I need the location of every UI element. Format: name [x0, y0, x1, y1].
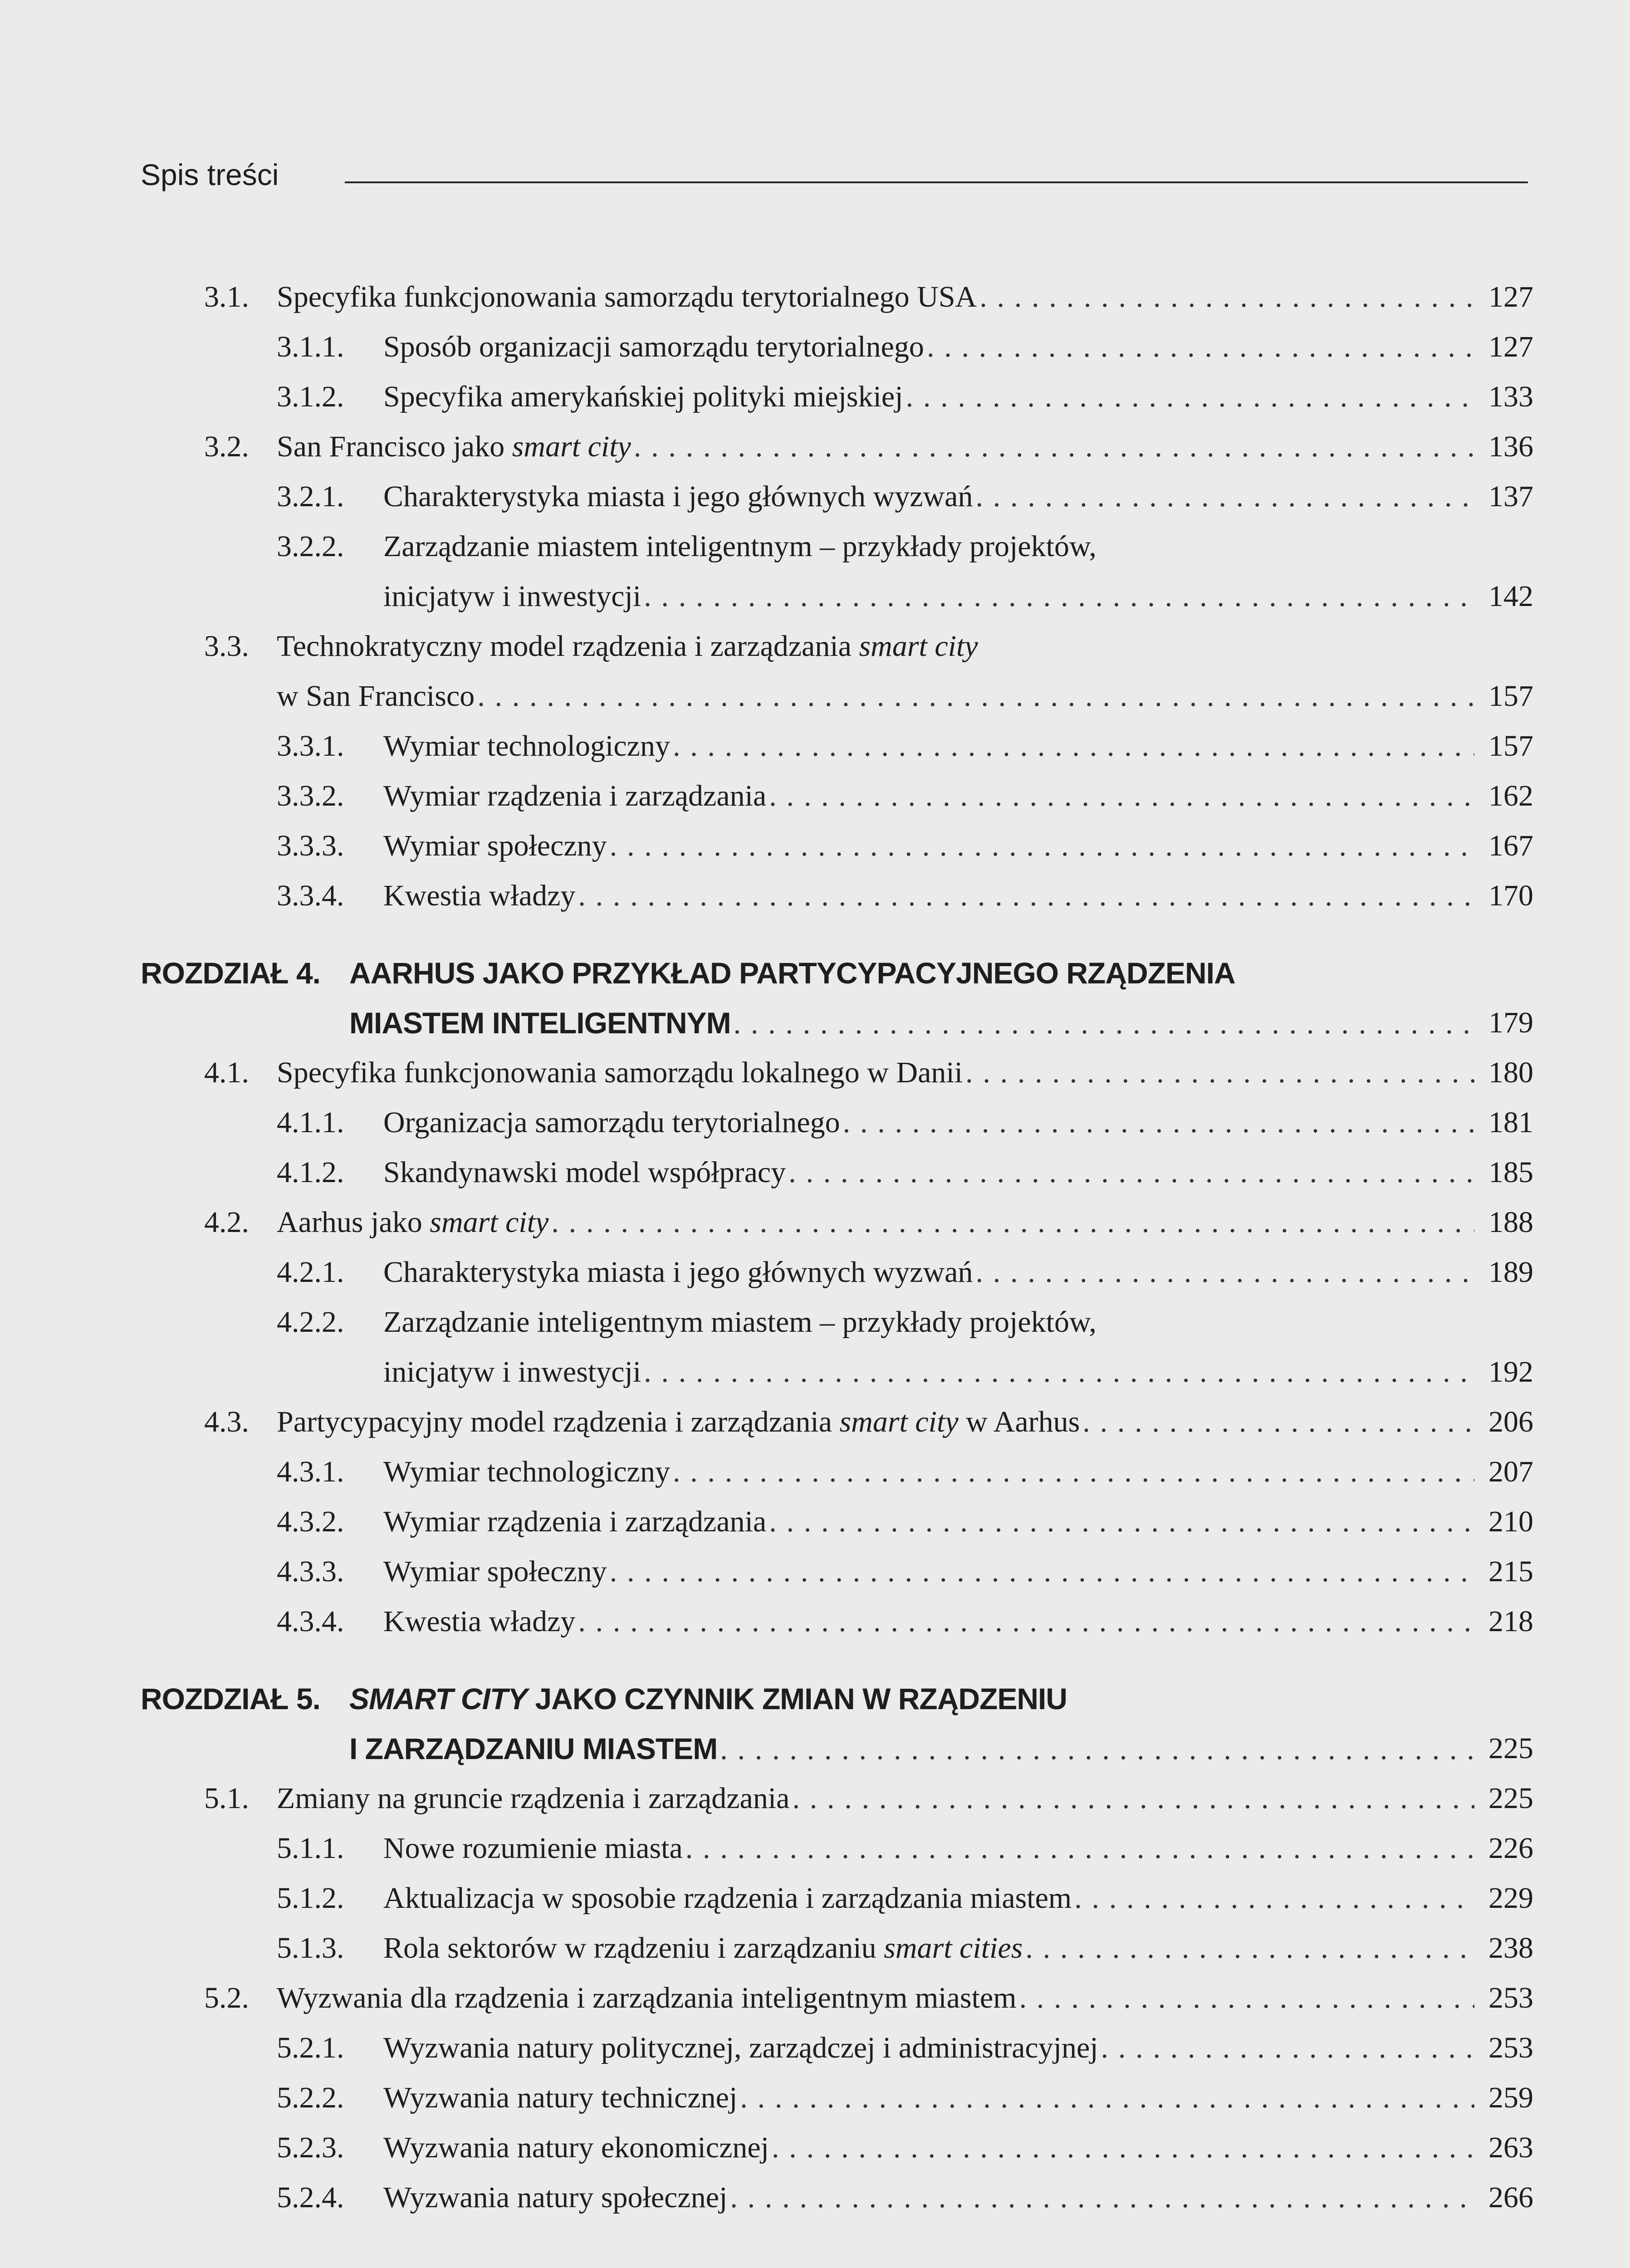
- toc-entry-title-text: [349, 1002, 731, 1043]
- toc-entry-title-text: [383, 1878, 1072, 1919]
- toc-entry-number: 3.1.1.: [277, 330, 344, 363]
- toc-entry-title-main: JAKO CZYNNIK ZMIAN W RZĄDZENIU: [527, 1682, 1067, 1716]
- toc-entry-number: 5.2.3.: [277, 2131, 344, 2164]
- toc-entry-title-text: [383, 1601, 575, 1642]
- dot-leader: [1082, 1402, 1474, 1442]
- dot-leader: [740, 2077, 1474, 2118]
- toc-entry-title: [383, 2177, 1474, 2218]
- toc-entry[interactable]: [141, 1601, 1533, 1642]
- dot-leader: [477, 676, 1474, 717]
- toc-entry-title-text: [277, 1778, 789, 1819]
- toc-entry-page: 170: [1488, 879, 1533, 912]
- dot-leader: [610, 826, 1474, 866]
- toc-entry-title-main: Wyzwania natury ekonomicznej: [383, 2131, 769, 2164]
- toc-entry-title-italic: smart city: [430, 1206, 549, 1239]
- toc-entry-title-text: [383, 526, 1096, 567]
- toc-entry-page: 185: [1488, 1156, 1533, 1189]
- toc-entry-title: [383, 826, 1474, 866]
- toc-entry-title-text: [383, 1102, 840, 1143]
- dot-leader: [644, 1352, 1474, 1393]
- toc-entry-title-main: Zarządzanie miastem inteligentnym – przykłady projektów,: [383, 530, 1096, 563]
- toc-entry-number: 3.2.2.: [277, 530, 344, 563]
- toc-entry-page: 189: [1488, 1256, 1533, 1289]
- toc-entry-title-main: Aktualizacja w sposobie rządzenia i zarządzania miastem: [383, 1882, 1072, 1915]
- dot-leader: [730, 2177, 1474, 2218]
- toc-entry-page: 215: [1488, 1555, 1533, 1588]
- toc-entry-title: [383, 1152, 1474, 1193]
- toc-entry-title-text: [349, 1728, 717, 1769]
- toc-entry-title-text: [383, 2127, 769, 2168]
- toc-entry-title-text: [383, 875, 575, 916]
- toc-entry-page: 226: [1488, 1832, 1533, 1865]
- toc-entry-page: 206: [1488, 1405, 1533, 1438]
- toc-entry-title: [277, 277, 1474, 318]
- toc-entry-title-text: [383, 776, 766, 816]
- toc-entry-title: [383, 2028, 1474, 2068]
- toc-entry-title-main: Zmiany na gruncie rządzenia i zarządzania: [277, 1782, 790, 1815]
- toc-entry[interactable]: [141, 1501, 1533, 1542]
- toc-entry-title: [383, 1601, 1474, 1642]
- toc-entry-title-continuation: w San Francisco: [277, 679, 475, 713]
- toc-entry-number: 3.3.: [204, 630, 249, 663]
- toc-entry[interactable]: [141, 1302, 1533, 1343]
- toc-entry-page: 253: [1488, 2031, 1533, 2064]
- toc-entry-title-main: Specyfika funkcjonowania samorządu lokalnego w Danii: [277, 1056, 963, 1089]
- dot-leader: [610, 1551, 1474, 1592]
- toc-entry-page: 263: [1488, 2131, 1533, 2164]
- toc-chapter-entry[interactable]: [141, 953, 1533, 993]
- toc-entry-page: 210: [1488, 1505, 1533, 1538]
- toc-entry-number: 4.2.1.: [277, 1256, 344, 1289]
- toc-entry-title-text: [383, 2028, 1098, 2068]
- toc-entry-title-text: [349, 1678, 1067, 1719]
- toc-entry-title-text: [277, 1402, 1080, 1442]
- toc-entry-continuation[interactable]: [141, 1352, 1533, 1393]
- dot-leader: [979, 277, 1474, 318]
- toc-entry-number: 3.1.2.: [277, 380, 344, 413]
- toc-entry-page: 225: [1488, 1782, 1533, 1815]
- toc-entry-page: 127: [1488, 330, 1533, 363]
- toc-entry-page: 162: [1488, 779, 1533, 812]
- toc-entry-title-text: [277, 426, 631, 467]
- toc-entry-number: 5.2.1.: [277, 2031, 344, 2064]
- toc-entry-title: [277, 1402, 1474, 1442]
- dot-leader: [685, 1828, 1474, 1869]
- toc-entry-title-main: Wymiar społeczny: [383, 1555, 607, 1588]
- toc-entry-title: [383, 327, 1474, 367]
- toc-entry-title-main: Nowe rozumienie miasta: [383, 1832, 683, 1865]
- toc-entry-title-main: Kwestia władzy: [383, 1605, 576, 1638]
- toc-entry[interactable]: [141, 776, 1533, 816]
- toc-entry-title: [383, 1501, 1474, 1542]
- dot-leader: [927, 327, 1474, 367]
- toc-entry-page: 157: [1488, 729, 1533, 763]
- toc-entry-page: 253: [1488, 1981, 1533, 2014]
- toc-entry-number: 4.3.2.: [277, 1505, 344, 1538]
- toc-entry-title-text: [383, 2177, 727, 2218]
- toc-entry-title: [277, 426, 1474, 467]
- toc-entry-title-text: [383, 2077, 737, 2118]
- dot-leader: [792, 1778, 1474, 1819]
- toc-entry-title-main: Zarządzanie inteligentnym miastem – przykłady projektów,: [383, 1305, 1096, 1339]
- toc-entry-title-main: Partycypacyjny model rządzenia i zarządzania: [277, 1405, 840, 1438]
- toc-entry-title: [383, 1551, 1474, 1592]
- toc-entry-title-text: [277, 1978, 1017, 2019]
- toc-entry-title: [383, 1352, 1474, 1393]
- toc-entry-title: [277, 1052, 1474, 1093]
- toc-entry-title-italic: SMART CITY: [349, 1682, 528, 1716]
- toc-entry-number: 3.3.1.: [277, 729, 344, 763]
- toc-entry-title-main: Wyzwania natury technicznej: [383, 2081, 738, 2114]
- toc-entry-title-main: Technokratyczny model rządzenia i zarządzania: [277, 630, 859, 663]
- toc-entry-continuation[interactable]: [141, 1728, 1533, 1769]
- toc-entry-title: [383, 476, 1474, 517]
- toc-entry-title-main: Specyfika funkcjonowania samorządu terytorialnego USA: [277, 280, 977, 313]
- toc-entry-title: [349, 1728, 1474, 1770]
- toc-entry-title-text: [383, 1152, 786, 1193]
- toc-entry[interactable]: [141, 1878, 1533, 1919]
- toc-entry-number: 3.3.2.: [277, 779, 344, 812]
- toc-entry-title-italic: smart city: [859, 630, 978, 663]
- toc-entry-page: 188: [1488, 1206, 1533, 1239]
- toc-entry-number: 5.2.: [204, 1981, 249, 2014]
- toc-entry-title: [383, 1252, 1474, 1293]
- toc-entry-title-text: [383, 576, 641, 617]
- toc-entry-number: ROZDZIAŁ 5.: [141, 1682, 320, 1716]
- dot-leader: [843, 1102, 1474, 1143]
- toc-entry-page: 167: [1488, 829, 1533, 862]
- toc-entry-title-main: Wymiar rządzenia i zarządzania: [383, 1505, 767, 1538]
- toc-entry-title-main: San Francisco jako: [277, 430, 512, 463]
- toc-entry-title: [383, 2077, 1474, 2118]
- toc-entry-title: [383, 1878, 1474, 1919]
- dot-leader: [673, 1452, 1474, 1492]
- toc-entry-title: [383, 376, 1474, 417]
- toc-entry[interactable]: [141, 1052, 1533, 1093]
- dot-leader: [1074, 1878, 1474, 1919]
- dot-leader: [1019, 1978, 1474, 2019]
- toc-entry[interactable]: [141, 1452, 1533, 1492]
- toc-entry-title: [277, 1202, 1474, 1243]
- toc-entry-page: 207: [1488, 1455, 1533, 1488]
- toc-entry-title: [383, 1928, 1474, 1969]
- toc-entry-title-italic: smart city: [839, 1405, 959, 1438]
- dot-leader: [673, 726, 1474, 767]
- toc-entry-title-text: [383, 1501, 766, 1542]
- toc-entry-number: 5.1.3.: [277, 1931, 344, 1965]
- toc-entry[interactable]: [141, 476, 1533, 517]
- toc-entry-title: [383, 726, 1474, 767]
- toc-entry-page: 259: [1488, 2081, 1533, 2114]
- toc-entry-page: 218: [1488, 1605, 1533, 1638]
- toc-entry[interactable]: [141, 277, 1533, 318]
- toc-entry-number: 3.2.1.: [277, 480, 344, 513]
- toc-entry-page: 142: [1488, 580, 1533, 613]
- toc-entry-number: 3.2.: [204, 430, 249, 463]
- toc-entry-title-main: AARHUS JAKO PRZYKŁAD PARTYCYPACYJNEGO RZĄDZENIA: [349, 956, 1235, 990]
- toc-entry[interactable]: [141, 726, 1533, 767]
- toc-entry-page: 179: [1488, 1006, 1533, 1039]
- toc-entry-number: 4.2.2.: [277, 1305, 344, 1339]
- toc-entry[interactable]: [141, 1978, 1533, 2019]
- toc-entry[interactable]: [141, 426, 1533, 467]
- toc-entry-title-continuation: I ZARZĄDZANIU MIASTEM: [349, 1732, 718, 1765]
- dot-leader: [578, 1601, 1474, 1642]
- running-header: Spis treści: [141, 158, 279, 191]
- toc-entry-title-text: [277, 1202, 548, 1243]
- toc-entry-page: 266: [1488, 2181, 1533, 2214]
- toc-entry[interactable]: [141, 2028, 1533, 2068]
- toc-entry[interactable]: [141, 1778, 1533, 1819]
- dot-leader: [578, 875, 1474, 916]
- toc-entry[interactable]: [141, 1102, 1533, 1143]
- toc-entry-title-main: Wymiar technologiczny: [383, 1455, 670, 1488]
- toc-entry-number: 3.3.3.: [277, 829, 344, 862]
- toc-entry[interactable]: [141, 2077, 1533, 2118]
- dot-leader: [720, 1729, 1474, 1770]
- toc-entry-title-text: [277, 277, 977, 318]
- toc-entry-title-main: Wymiar technologiczny: [383, 729, 670, 763]
- toc-entry-title-text: [383, 1551, 607, 1592]
- toc-entry-page: 181: [1488, 1106, 1533, 1139]
- toc-entry-title-continuation: inicjatyw i inwestycji: [383, 580, 641, 613]
- toc-entry-title: [383, 526, 1096, 567]
- toc-entry-title-main: Wyzwania natury społecznej: [383, 2181, 728, 2214]
- toc-entry-title: [383, 1828, 1474, 1869]
- toc-entry-title-text: [383, 1302, 1096, 1343]
- toc-entry-title-text: [383, 1352, 641, 1393]
- toc-entry-number: 5.1.: [204, 1782, 249, 1815]
- toc-entry-number: 4.3.: [204, 1405, 249, 1438]
- dot-leader: [634, 426, 1474, 467]
- toc-entry-title-main: Kwestia władzy: [383, 879, 576, 912]
- toc-entry-title-text: [383, 1828, 683, 1869]
- dot-leader: [551, 1202, 1474, 1243]
- toc-entry-title-text: [277, 1052, 963, 1093]
- toc-entry-title-italic: smart cities: [884, 1931, 1023, 1965]
- toc-entry-number: 4.2.: [204, 1206, 249, 1239]
- toc-entry-number: 5.2.2.: [277, 2081, 344, 2114]
- toc-entry[interactable]: [141, 1551, 1533, 1592]
- toc-entry-page: 157: [1488, 679, 1533, 713]
- toc-entry-title: [383, 1102, 1474, 1143]
- toc-entry-title-main: Wymiar rządzenia i zarządzania: [383, 779, 767, 812]
- toc-entry-number: 3.1.: [204, 280, 249, 313]
- toc-entry[interactable]: [141, 875, 1533, 916]
- toc-entry-page: 229: [1488, 1882, 1533, 1915]
- toc-entry-continuation[interactable]: [141, 576, 1533, 617]
- toc-entry-title-continuation: inicjatyw i inwestycji: [383, 1355, 641, 1388]
- toc-entry-number: 4.3.4.: [277, 1605, 344, 1638]
- header-rule: [345, 181, 1528, 183]
- dot-leader: [1101, 2028, 1474, 2068]
- toc-entry-number: 5.2.4.: [277, 2181, 344, 2214]
- toc-entry-title-italic: smart city: [512, 430, 631, 463]
- toc-entry-page: 137: [1488, 480, 1533, 513]
- toc-entry-title-text: [383, 826, 607, 866]
- toc-entry[interactable]: [141, 1202, 1533, 1243]
- toc-entry-continuation[interactable]: [141, 1002, 1533, 1043]
- toc-entry-title-text: [349, 953, 1235, 993]
- toc-entry-number: 4.3.3.: [277, 1555, 344, 1588]
- toc-entry-title: [383, 576, 1474, 617]
- toc-entry[interactable]: [141, 1928, 1533, 1969]
- toc-entry-number: 3.3.4.: [277, 879, 344, 912]
- toc-entry-title-text: [383, 376, 903, 417]
- toc-entry-number: 4.1.: [204, 1056, 249, 1089]
- toc-entry-title-after: w Aarhus: [958, 1405, 1080, 1438]
- toc-entry-number: 4.1.2.: [277, 1156, 344, 1189]
- toc-entry-title-main: Organizacja samorządu terytorialnego: [383, 1106, 840, 1139]
- toc-entry[interactable]: [141, 526, 1533, 567]
- toc-entry-title-main: Specyfika amerykańskiej polityki miejskiej: [383, 380, 903, 413]
- toc-entry[interactable]: [141, 1828, 1533, 1869]
- toc-entry-number: ROZDZIAŁ 4.: [141, 956, 320, 990]
- toc-entry-title-main: Skandynawski model współpracy: [383, 1156, 786, 1189]
- toc-entry-title: [277, 1978, 1474, 2019]
- toc-entry-title-text: [383, 1928, 1023, 1969]
- toc-entry-number: 5.1.2.: [277, 1882, 344, 1915]
- toc-entry[interactable]: [141, 2127, 1533, 2168]
- toc-entry-title: [349, 953, 1235, 993]
- toc-entry[interactable]: [141, 826, 1533, 866]
- toc-entry-title: [383, 875, 1474, 916]
- toc-entry-title-main: Rola sektorów w rządzeniu i zarządzaniu: [383, 1931, 884, 1965]
- toc-entry-title: [277, 1778, 1474, 1819]
- toc-entry-number: 4.3.1.: [277, 1455, 344, 1488]
- toc-entry-title-main: Sposób organizacji samorządu terytorialnego: [383, 330, 924, 363]
- toc-entry-title-main: Charakterystyka miasta i jego głównych wyzwań: [383, 1256, 973, 1289]
- dot-leader: [965, 1052, 1474, 1093]
- toc-chapter-entry[interactable]: [141, 1678, 1533, 1719]
- dot-leader: [906, 376, 1474, 417]
- dot-leader: [734, 1003, 1474, 1044]
- dot-leader: [772, 2127, 1474, 2168]
- toc-entry-title: [277, 626, 978, 667]
- dot-leader: [788, 1152, 1474, 1193]
- toc-entry-page: 127: [1488, 280, 1533, 313]
- toc-entry-page: 225: [1488, 1732, 1533, 1765]
- toc-entry-title: [349, 1002, 1474, 1044]
- toc-entry-title-continuation: MIASTEM INTELIGENTNYM: [349, 1006, 731, 1040]
- toc-entry-continuation[interactable]: [141, 676, 1533, 717]
- toc-entry-title-text: [383, 1252, 973, 1293]
- toc-entry-title-text: [383, 327, 924, 367]
- toc-entry-title: [383, 776, 1474, 816]
- dot-leader: [769, 1501, 1474, 1542]
- dot-leader: [644, 576, 1474, 617]
- toc-entry-title-main: Wyzwania dla rządzenia i zarządzania inteligentnym miastem: [277, 1981, 1017, 2014]
- toc-entry-title-main: Charakterystyka miasta i jego głównych wyzwań: [383, 480, 973, 513]
- toc-entry-title: [383, 1452, 1474, 1492]
- toc-entry[interactable]: [141, 2177, 1533, 2218]
- toc-entry-number: 5.1.1.: [277, 1832, 344, 1865]
- toc-entry[interactable]: [141, 376, 1533, 417]
- toc-entry-title-text: [277, 676, 475, 717]
- toc-entry-title-text: [277, 626, 978, 667]
- toc-entry-page: 238: [1488, 1931, 1533, 1965]
- toc-entry-title: [349, 1678, 1067, 1719]
- toc-entry-title-main: Wyzwania natury politycznej, zarządczej i administracyjnej: [383, 2031, 1098, 2064]
- toc-entry[interactable]: [141, 626, 1533, 667]
- toc-entry-title-text: [383, 476, 973, 517]
- toc-entry-page: 180: [1488, 1056, 1533, 1089]
- toc-entry-title: [383, 2127, 1474, 2168]
- dot-leader: [975, 476, 1474, 517]
- dot-leader: [1025, 1928, 1474, 1969]
- dot-leader: [769, 776, 1474, 816]
- toc-entry-title-main: Aarhus jako: [277, 1206, 430, 1239]
- toc-entry[interactable]: [141, 1152, 1533, 1193]
- toc-entry[interactable]: [141, 1252, 1533, 1293]
- toc-entry-number: 4.1.1.: [277, 1106, 344, 1139]
- dot-leader: [975, 1252, 1474, 1293]
- toc-entry-page: 192: [1488, 1355, 1533, 1388]
- toc-entry-page: 136: [1488, 430, 1533, 463]
- toc-entry[interactable]: [141, 1402, 1533, 1442]
- toc-entry[interactable]: [141, 327, 1533, 367]
- toc-entry-title-main: Wymiar społeczny: [383, 829, 607, 862]
- toc-entry-title: [277, 676, 1474, 717]
- toc-entry-title-text: [383, 1452, 670, 1492]
- toc-entry-page: 133: [1488, 380, 1533, 413]
- toc-entry-title: [383, 1302, 1096, 1343]
- toc-entry-title-text: [383, 726, 670, 767]
